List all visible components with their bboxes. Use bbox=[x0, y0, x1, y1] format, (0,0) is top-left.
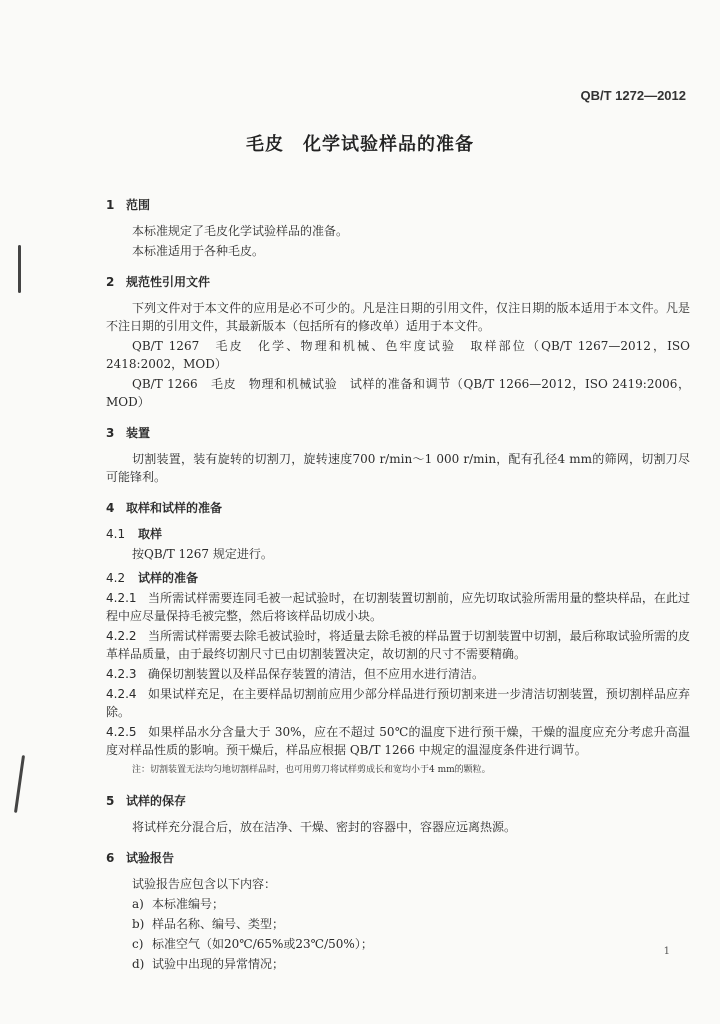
clause-number: 4.2.2 bbox=[106, 629, 137, 643]
clause bbox=[106, 665, 690, 683]
list-item bbox=[132, 895, 690, 913]
paragraph: 将试样充分混合后，放在洁净、干燥、密封的容器中，容器应远离热源。 bbox=[132, 820, 517, 834]
list-label: b) bbox=[132, 917, 145, 931]
section-number: 3 bbox=[106, 426, 115, 440]
document-body bbox=[106, 183, 690, 975]
section-number: 5 bbox=[106, 794, 115, 808]
scan-mark bbox=[14, 755, 25, 813]
list-text: 本标准编号； bbox=[152, 897, 225, 911]
page-number: 1 bbox=[663, 946, 670, 957]
paragraph: 按QB/T 1267 规定进行。 bbox=[132, 547, 273, 561]
subsection-title: 试样的准备 bbox=[138, 571, 199, 585]
clause-text: 如果试样充足，在主要样品切割前应用少部分样品进行预切割来进一步清洁切割装置，预切割样品应弃除。 bbox=[106, 687, 690, 719]
clause bbox=[106, 589, 690, 625]
paragraph: 下列文件对于本文件的应用是必不可少的。凡是注日期的引用文件，仅注日期的版本适用于本文件。凡是不注日期的引用文件，其最新版本（包括所有的修改单）适用于本文件。 bbox=[106, 301, 690, 333]
section-title: 装置 bbox=[126, 426, 151, 440]
reference-entry: QB/T 1267 毛皮 化学、物理和机械、色牢度试验 取样部位（QB/T 1267—2012，ISO 2418:2002，MOD） bbox=[106, 339, 690, 371]
list-label: d) bbox=[132, 957, 145, 971]
clause-text: 当所需试样需要连同毛被一起试验时，在切割装置切割前，应先切取试验所需用量的整块样品，在此过程中应尽量保持毛被完整，然后将该样品切成小块。 bbox=[106, 591, 690, 623]
list-text: 标准空气（如20℃/65%或23℃/50%）； bbox=[152, 937, 373, 951]
section-heading bbox=[106, 792, 690, 810]
clause-text: 当所需试样需要去除毛被试验时，将适量去除毛被的样品置于切割装置中切割，最后称取试验所需的皮革样品质量，由于最终切割尺寸已由切割装置决定，故切割的尺寸不需要精确。 bbox=[106, 629, 690, 661]
clause bbox=[106, 627, 690, 663]
list-text: 样品名称、编号、类型； bbox=[152, 917, 285, 931]
paragraph: 本标准适用于各种毛皮。 bbox=[132, 244, 265, 258]
subsection-heading bbox=[106, 525, 690, 543]
list-item bbox=[132, 935, 690, 953]
list-item bbox=[132, 915, 690, 933]
section-title: 试验报告 bbox=[126, 851, 175, 865]
clause bbox=[106, 685, 690, 721]
subsection-number: 4.2 bbox=[106, 571, 126, 585]
paragraph: 切割装置，装有旋转的切割刀，旋转速度700 r/min～1 000 r/min，配有孔径4 mm的筛网，切割刀尽可能锋利。 bbox=[106, 452, 690, 484]
list-label: c) bbox=[132, 937, 144, 951]
section-heading bbox=[106, 849, 690, 867]
subsection-title: 取样 bbox=[138, 527, 163, 541]
clause-number: 4.2.1 bbox=[106, 591, 137, 605]
section-heading bbox=[106, 273, 690, 291]
paragraph: 本标准规定了毛皮化学试验样品的准备。 bbox=[132, 224, 349, 238]
standard-code: QB/T 1272—2012 bbox=[580, 88, 686, 103]
section-title: 范围 bbox=[126, 198, 151, 212]
subsection-number: 4.1 bbox=[106, 527, 126, 541]
clause-text: 确保切割装置以及样品保存装置的清洁，但不应用水进行清洁。 bbox=[148, 667, 485, 681]
section-heading bbox=[106, 424, 690, 442]
section-heading bbox=[106, 499, 690, 517]
list-label: a) bbox=[132, 897, 144, 911]
clause-number: 4.2.5 bbox=[106, 725, 137, 739]
paragraph: 试验报告应包含以下内容： bbox=[132, 877, 277, 891]
note: 注：切割装置无法均匀地切割样品时，也可用剪刀将试样剪成长和宽均小于4 mm的颗粒。 bbox=[132, 765, 491, 775]
section-title: 试样的保存 bbox=[126, 794, 187, 808]
section-title: 取样和试样的准备 bbox=[126, 501, 223, 515]
section-number: 4 bbox=[106, 501, 115, 515]
section-number: 6 bbox=[106, 851, 115, 865]
clause-number: 4.2.3 bbox=[106, 667, 137, 681]
section-number: 1 bbox=[106, 198, 115, 212]
clause bbox=[106, 723, 690, 759]
document-title: 毛皮 化学试验样品的准备 bbox=[246, 134, 474, 155]
clause-text: 如果样品水分含量大于 30%，应在不超过 50℃的温度下进行预干燥，干燥的温度应充分考虑升高温度对样品性质的影响。预干燥后，样品应根据 QB/T 1266 中规定的温湿度条件进行调节。 bbox=[106, 725, 690, 757]
list-item bbox=[132, 955, 690, 973]
scan-mark bbox=[18, 245, 21, 293]
section-number: 2 bbox=[106, 275, 115, 289]
section-heading bbox=[106, 196, 690, 214]
clause-number: 4.2.4 bbox=[106, 687, 137, 701]
reference-entry: QB/T 1266 毛皮 物理和机械试验 试样的准备和调节（QB/T 1266—2012，ISO 2419:2006，MOD） bbox=[106, 377, 690, 409]
subsection-heading bbox=[106, 569, 690, 587]
section-title: 规范性引用文件 bbox=[126, 275, 211, 289]
list-text: 试验中出现的异常情况； bbox=[152, 957, 285, 971]
